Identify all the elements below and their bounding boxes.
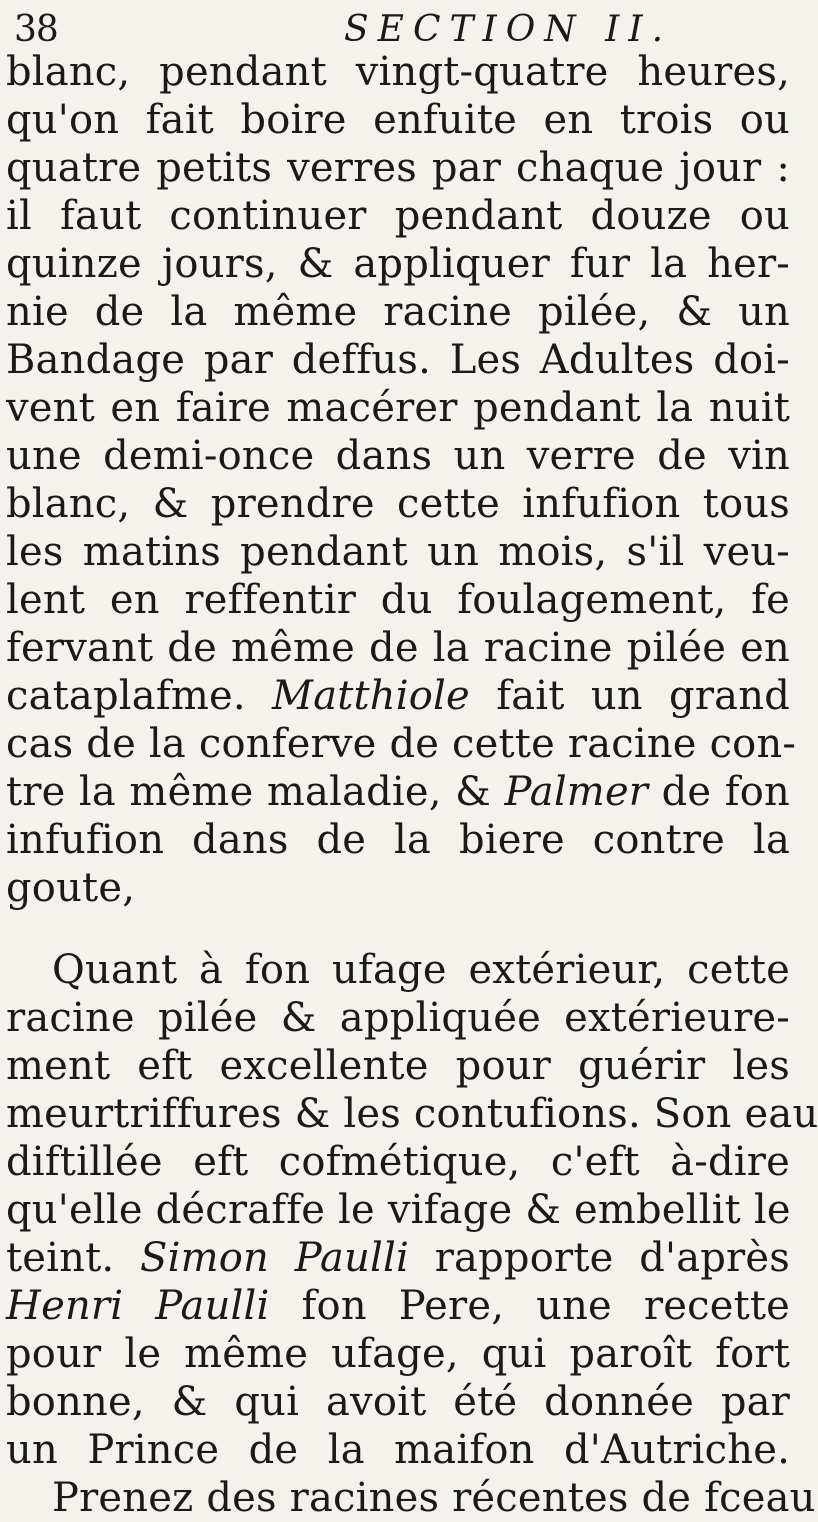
author-name: Simon Paulli — [140, 1235, 410, 1281]
text-line: Bandage par deffus. Les Adultes doi- — [6, 337, 790, 383]
body-text — [6, 48, 818, 1522]
text-line: pour le même ufage, qui paroît fort — [6, 1331, 790, 1377]
text-line: qu'elle décraffe le vifage & embellit le — [6, 1187, 791, 1233]
text-line: quatre petits verres par chaque jour : — [6, 145, 790, 191]
text-line: cataplafme. Matthiole fait un grand — [6, 673, 790, 719]
text-line: ment eft excellente pour guérir les — [6, 1043, 790, 1089]
text-line: meurtriffures & les contufions. Son eau — [6, 1091, 818, 1137]
text-line: blanc, & prendre cette infufion tous — [6, 481, 790, 527]
text-line: bonne, & qui avoit été donnée par — [6, 1379, 790, 1425]
text-line: il faut continuer pendant douze ou — [6, 193, 790, 239]
text-line: tre la même maladie, & Palmer de fon — [6, 769, 790, 815]
author-name: Matthiole — [272, 673, 470, 719]
text-line: fervant de même de la racine pilée en — [6, 625, 790, 671]
text-line: teint. Simon Paulli rapporte d'après — [6, 1235, 790, 1281]
text-line: quinze jours, & appliquer fur la her- — [6, 241, 790, 287]
text-line: les matins pendant un mois, s'il veu- — [6, 529, 790, 575]
paragraph-gap — [6, 912, 790, 946]
text-line: un Prince de la maifon d'Autriche. — [6, 1427, 790, 1473]
paragraph-1 — [6, 48, 797, 912]
text-line: qu'on fait boire enfuite en trois ou — [6, 97, 790, 143]
text-line: nie de la même racine pilée, & un — [6, 289, 790, 335]
author-name: Palmer — [504, 769, 649, 815]
author-name: Henri Paulli — [6, 1283, 270, 1329]
section-title: SECTION II. — [344, 9, 673, 50]
text-line: lent en reffentir du foulagement, fe — [6, 577, 790, 623]
text-line: Henri Paulli fon Pere, une recette — [6, 1283, 790, 1329]
text-line: cas de la conferve de cette racine con- — [6, 721, 797, 767]
text-line: diftillée eft cofmétique, c'eft à-dire — [6, 1139, 790, 1185]
text-line: goute, — [6, 865, 136, 911]
text-line: blanc, pendant vingt-quatre heures, — [6, 49, 790, 95]
text-line: infufion dans de la biere contre la — [6, 817, 790, 863]
text-line: une demi-once dans un verre de vin — [6, 433, 790, 479]
text-line: Prenez des racines récentes de fceau — [52, 1475, 816, 1521]
page-number: 38 — [14, 9, 58, 50]
text-line: racine pilée & appliquée extérieure- — [6, 995, 790, 1041]
text-line: Quant à fon ufage extérieur, cette — [52, 947, 790, 993]
paragraph-2 — [6, 946, 818, 1522]
text-line: vent en faire macérer pendant la nuit — [6, 385, 790, 431]
